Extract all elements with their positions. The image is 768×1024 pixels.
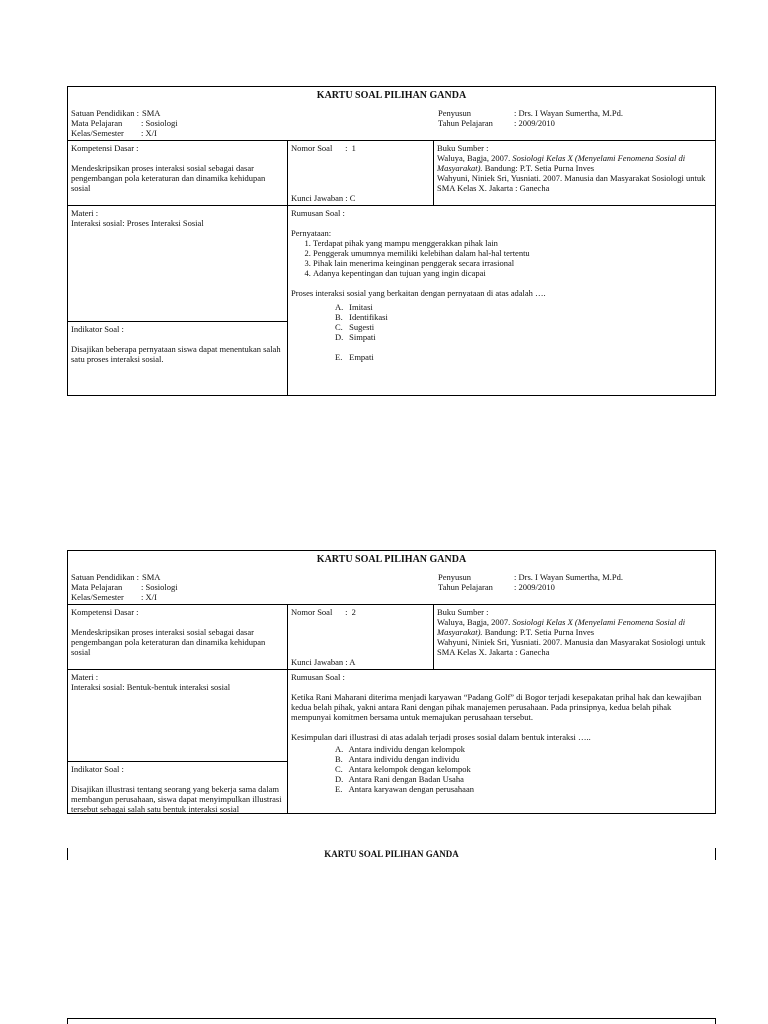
materi-text: Interaksi sosial: Proses Interaksi Sosial bbox=[71, 218, 204, 229]
question-card-3-partial bbox=[67, 848, 716, 860]
card-info-row bbox=[68, 605, 715, 670]
option-e: E. Empati bbox=[335, 352, 374, 363]
question-card-1 bbox=[67, 86, 716, 396]
statement-item: 2. Penggerak umumnya memiliki kelebihan dalam hal-hal tertentu bbox=[313, 248, 712, 258]
penyusun-value: : Drs. I Wayan Sumertha, M.Pd. bbox=[514, 108, 623, 118]
next-page-card-edge bbox=[67, 1018, 716, 1024]
stimulus-text: Ketika Rani Maharani diterima menjadi karyawan “Padang Golf” di Bogor terjadi kesepakatan prihal hak dan kewajiban kedua belah pihak, yakni antara Rani dengan pihak manajemen perusahaan. Pada prinsipnya, kedua belah pihak mempunyai komitmen bersama untuk memajukan perusahaan tersebut. bbox=[291, 692, 702, 723]
question-text: Proses interaksi sosial yang berkaitan dengan pernyataan di atas adalah …. bbox=[291, 288, 546, 299]
penyusun-value: : Drs. I Wayan Sumertha, M.Pd. bbox=[514, 572, 623, 582]
kelas-label: Kelas/Semester bbox=[71, 128, 124, 139]
kunci-jawaban: Kunci Jawaban : C bbox=[291, 192, 356, 203]
kompetensi-label: Kompetensi Dasar : bbox=[71, 607, 139, 617]
buku-ref-1: Waluya, Bagja, 2007. Sosiologi Kelas X (Menyelami Fenomena Sosial di Masyarakat). Bandung: P.T. Setia Purna Inves bbox=[437, 153, 686, 174]
buku-cell bbox=[434, 141, 715, 205]
satuan-value: SMA bbox=[142, 108, 161, 118]
option-d: D. Simpati bbox=[335, 332, 376, 343]
rumusan-cell bbox=[288, 206, 715, 395]
buku-ref-1: Waluya, Bagja, 2007. Sosiologi Kelas X (Menyelami Fenomena Sosial di Masyarakat). Bandung: P.T. Setia Purna Inves bbox=[437, 617, 686, 638]
card-body-row bbox=[68, 206, 715, 395]
kompetensi-text: Mendeskripsikan proses interaksi sosial sebagai dasar pengembangan pola keteraturan dan dinamika kehidupan sosial bbox=[71, 163, 266, 194]
satuan-label: Satuan Pendidikan : bbox=[71, 108, 139, 118]
kunci-jawaban: Kunci Jawaban : A bbox=[291, 656, 356, 667]
statement-item: 3. Pihak lain menerima keinginan penggerak secara irrasional bbox=[313, 258, 712, 268]
mapel-label: Mata Pelajaran bbox=[71, 118, 123, 129]
materi-label: Materi : bbox=[71, 208, 99, 218]
card-header bbox=[68, 568, 715, 605]
option-d: D. Antara Rani dengan Badan Usaha bbox=[335, 774, 464, 785]
card-title: KARTU SOAL PILIHAN GANDA bbox=[316, 554, 467, 565]
question-card-2 bbox=[67, 550, 716, 814]
option-a: A. Antara individu dengan kelompok bbox=[335, 744, 466, 755]
card-title: KARTU SOAL PILIHAN GANDA bbox=[316, 90, 467, 101]
tahun-value: : 2009/2010 bbox=[514, 118, 555, 129]
buku-cell bbox=[434, 605, 715, 669]
option-list bbox=[291, 744, 712, 794]
tahun-label: Tahun Pelajaran bbox=[438, 118, 493, 129]
buku-label: Buku Sumber : bbox=[437, 607, 489, 617]
option-e: E. Antara karyawan dengan perusahaan bbox=[335, 784, 474, 795]
option-b: B. Antara individu dengan individu bbox=[335, 754, 460, 765]
option-b: B. Identifikasi bbox=[335, 312, 388, 323]
tahun-value: : 2009/2010 bbox=[514, 582, 555, 593]
card-title: KARTU SOAL PILIHAN GANDA bbox=[324, 849, 459, 859]
indikator-text: Disajikan beberapa pernyataan siswa dapat menentukan salah satu proses interaksi sosial. bbox=[71, 344, 281, 365]
penyusun-label: Penyusun bbox=[438, 108, 472, 118]
buku-label: Buku Sumber : bbox=[437, 143, 489, 153]
materi-cell bbox=[68, 206, 287, 322]
kelas-value: : X/I bbox=[141, 128, 157, 139]
kompetensi-cell bbox=[68, 141, 288, 205]
satuan-label: Satuan Pendidikan : bbox=[71, 572, 139, 582]
card-info-row bbox=[68, 141, 715, 206]
option-list bbox=[291, 302, 712, 362]
rumusan-label: Rumusan Soal : bbox=[291, 208, 345, 218]
buku-ref-2: Wahyuni, Niniek Sri, Yusniati. 2007. Manusia dan Masyarakat Sosiologi untuk SMA Kelas X. Jakarta : Ganecha bbox=[437, 637, 706, 658]
kompetensi-text: Mendeskripsikan proses interaksi sosial sebagai dasar pengembangan pola keteraturan dan dinamika kehidupan sosial bbox=[71, 627, 266, 658]
mapel-value: : Sosiologi bbox=[141, 118, 178, 129]
kompetensi-cell bbox=[68, 605, 288, 669]
nomor-soal: Nomor Soal : 2 bbox=[291, 607, 356, 617]
tahun-label: Tahun Pelajaran bbox=[438, 582, 493, 593]
indikator-cell bbox=[68, 762, 287, 816]
materi-text: Interaksi sosial: Bentuk-bentuk interaksi sosial bbox=[71, 682, 231, 693]
pernyataan-label: Pernyataan: bbox=[291, 228, 332, 239]
statement-list bbox=[291, 238, 712, 278]
statement-item: 4. Adanya kepentingan dan tujuan yang ingin dicapai bbox=[313, 268, 712, 278]
option-a: A. Imitasi bbox=[335, 302, 373, 313]
nomor-soal: Nomor Soal : 1 bbox=[291, 143, 356, 153]
materi-cell bbox=[68, 670, 287, 762]
card-body-row bbox=[68, 670, 715, 814]
statement-item: 1. Terdapat pihak yang mampu menggerakkan pihak lain bbox=[313, 238, 712, 248]
mapel-value: : Sosiologi bbox=[141, 582, 178, 593]
kelas-value: : X/I bbox=[141, 592, 157, 603]
question-text: Kesimpulan dari illustrasi di atas adalah terjadi proses sosial dalam bentuk interaksi ….. bbox=[291, 732, 591, 743]
kelas-label: Kelas/Semester bbox=[71, 592, 124, 603]
card-header bbox=[68, 104, 715, 141]
indikator-cell bbox=[68, 322, 287, 366]
satuan-value: SMA bbox=[142, 572, 161, 582]
kompetensi-label: Kompetensi Dasar : bbox=[71, 143, 139, 153]
penyusun-label: Penyusun bbox=[438, 572, 472, 582]
buku-ref-2: Wahyuni, Niniek Sri, Yusniati. 2007. Manusia dan Masyarakat Sosiologi untuk SMA Kelas X. Jakarta : Ganecha bbox=[437, 173, 706, 194]
option-c: C. Antara kelompok dengan kelompok bbox=[335, 764, 471, 775]
indikator-text: Disajikan illustrasi tentang seorang yang bekerja sama dalam membangun perusahaan, siswa dapat menyimpulkan illustrasi tersebut sebagai salah satu bentuk interaksi sosial bbox=[71, 784, 282, 815]
nomor-cell bbox=[288, 141, 434, 205]
rumusan-cell bbox=[288, 670, 715, 813]
rumusan-label: Rumusan Soal : bbox=[291, 672, 345, 682]
mapel-label: Mata Pelajaran bbox=[71, 582, 123, 593]
indikator-label: Indikator Soal : bbox=[71, 324, 124, 334]
indikator-label: Indikator Soal : bbox=[71, 764, 124, 774]
nomor-cell bbox=[288, 605, 434, 669]
option-c: C. Sugesti bbox=[335, 322, 375, 333]
materi-label: Materi : bbox=[71, 672, 99, 682]
